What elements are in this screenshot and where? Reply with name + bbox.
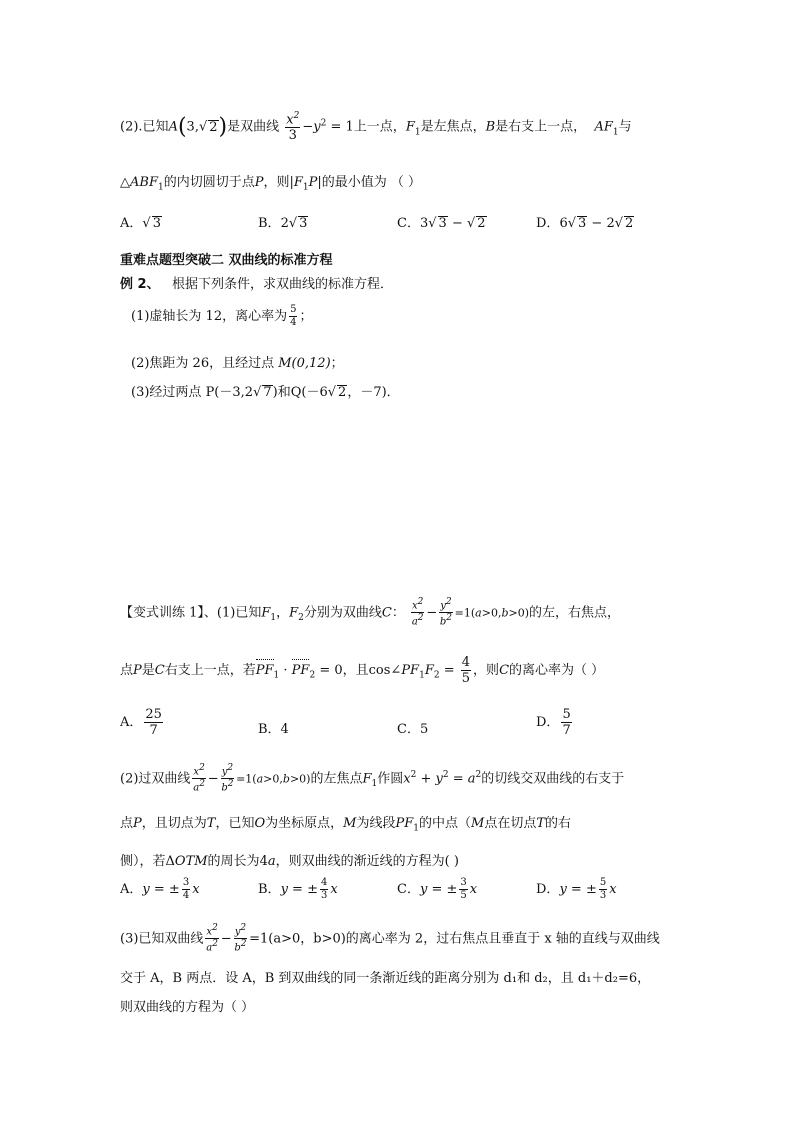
variant-p3-line2: 交于 A，B 两点．设 A，B 到双曲线的同一条渐近线的距离分别为 d₁和 d₂，且 d₁＋d₂=6， — [120, 971, 651, 986]
variant2-option-b: B．y = ± $\frac{4}{3}$ x — [258, 877, 338, 901]
variant2-option-d: D．y = ± $\frac{5}{3}$ x — [536, 877, 617, 901]
q2-option-c: C．3√ 3 − √ 2 — [397, 216, 486, 231]
option-label: A． — [120, 715, 143, 730]
variant1-option-a — [120, 708, 165, 737]
fraction-25-7: $\frac{25}{7}$ — [145, 707, 162, 738]
option-label: B． — [258, 882, 281, 897]
example-label: 例 2、 — [120, 277, 160, 292]
point-a: A — [168, 119, 178, 135]
variant-line1: 【变式训练 1】、(1)已知$F_1$，$F_2$分别为双曲线C： $\frac{x^2}{a^2}$ − $\frac{y^2}{b^2}$ =1(a>0,b>0)的左，右焦点， — [120, 597, 621, 628]
paren-open: ( — [177, 114, 187, 140]
variant-text: (3)已知双曲线 — [120, 931, 204, 947]
variant-text: =1(a>0，b>0)的离心率为 2，过右焦点且垂直于 x 轴的直线与双曲线 — [249, 931, 660, 947]
fraction-x2-a2: $\frac{x^2}{a^2}$ — [206, 923, 218, 954]
variant-text: 的左焦点 — [310, 771, 363, 787]
option-label: B．4 — [258, 722, 289, 737]
item-text: ； — [299, 309, 313, 324]
q2-text: 上一点， — [353, 119, 406, 135]
paren-close: ) — [218, 114, 228, 140]
section-title: 重难点题型突破二 双曲线的标准方程 — [120, 253, 333, 268]
fraction-5-3: $\frac{5}{3}$ — [599, 877, 607, 901]
item-text: ； — [330, 356, 344, 371]
point-p: P(－3,2 — [205, 385, 254, 400]
variant-text: 的周长为 — [207, 854, 260, 869]
variant-p2-line1: (2)过双曲线 $\frac{x^2}{a^2}$ − $\frac{y^2}{b^2}$ =1(a>0,b>0)的左焦点$F_1$作圆$x^2 + y^2 = a^2$的切线交双曲线的右支于 — [120, 763, 625, 794]
item-text: (3)经过两点 — [131, 385, 206, 400]
variant-text: 的离心率为（ ） — [509, 663, 605, 678]
option-label: C．5 — [397, 722, 429, 737]
variant-p3-line3: 则双曲线的方程为（ ） — [120, 1000, 255, 1015]
variant-text: ，则 — [473, 663, 500, 678]
variant-text: ，已知 — [215, 816, 255, 831]
variant-text: 点 — [120, 663, 134, 678]
fraction-5-7: $\frac{5}{7}$ — [562, 707, 571, 738]
example-2-item-2 — [131, 352, 344, 371]
option-label: C． — [397, 216, 420, 231]
variant-text: ， — [276, 605, 290, 621]
item-text: (2)焦距为 26，且经过点 — [131, 356, 279, 371]
variant-text: ，且 — [342, 663, 369, 678]
q2-option-b: B．2√ 3 — [258, 216, 308, 231]
option-label: A． — [120, 882, 143, 897]
fraction-y2-b2: $\frac{y^2}{b^2}$ — [221, 763, 234, 794]
q2-text: 的最小值为 （ ） — [321, 175, 422, 190]
variant-text: 的左，右焦点， — [529, 605, 621, 621]
option-label: D． — [536, 216, 560, 231]
example-2 — [120, 273, 393, 292]
q2-text: ，则 — [263, 175, 290, 190]
variant-p2-line3: 侧），若ΔOTM的周长为4a，则双曲线的渐近线的方程为( ) — [120, 854, 459, 869]
q2-text: 是右支上一点， — [495, 119, 587, 135]
variant-p3-line1: (3)已知双曲线 $\frac{x^2}{a^2}$ − $\frac{y^2}{b^2}$ =1(a>0，b>0)的离心率为 2，过右焦点且垂直于 x 轴的直线与双曲线 — [120, 923, 660, 954]
variant-text: 作圆 — [377, 771, 404, 787]
q2-number: (2). — [120, 119, 143, 135]
variant2-option-a: A．y = ± $\frac{3}{4}$ x — [120, 877, 200, 901]
variant-text: 为坐标原点， — [265, 816, 344, 831]
fraction-4-3: $\frac{4}{3}$ — [320, 877, 328, 901]
fraction-4-5: $\frac{4}{5}$ — [461, 655, 471, 686]
q2-text: 的内切圆切于点 — [163, 175, 255, 190]
example-2-item-1 — [131, 305, 312, 328]
point-m: M(0,12) — [278, 356, 331, 371]
variant-text: 的切线交双曲线的右支于 — [481, 771, 625, 787]
q2-text: 是左焦点， — [420, 119, 486, 135]
fraction-y2-b2: $\frac{y^2}{b^2}$ — [439, 597, 453, 628]
variant-text: ，则双曲线的渐近线的方程为( ) — [275, 854, 459, 869]
option-label: D． — [536, 882, 560, 897]
example-2-item-3: (3)经过两点 P(－3,2√ 7)和Q(－6√ 2，－7)． — [131, 385, 400, 400]
point-q: Q(－6 — [290, 385, 328, 400]
variant-text: 侧），若 — [120, 854, 166, 869]
fraction-3-5: $\frac{3}{5}$ — [460, 877, 467, 901]
variant-text: 右支上一点，若 — [164, 663, 256, 678]
variant-p2-line2: 点P，且切点为T，已知O为坐标原点，M为线段$PF_1$的中点（M点在切点T的右 — [120, 816, 572, 834]
fraction-x2-a2: $\frac{x^2}{a^2}$ — [411, 597, 424, 628]
variant-text: 的右 — [545, 816, 572, 831]
fraction-3-4: $\frac{3}{4}$ — [182, 877, 190, 901]
point-p: P — [254, 175, 264, 190]
q2-text: 与 — [618, 119, 632, 135]
variant-text: 的中点（ — [419, 816, 472, 831]
variant-text: 【变式训练 1】、(1)已知 — [120, 605, 262, 621]
variant-text: 是 — [141, 663, 155, 678]
q2-text: 是双曲线 — [227, 119, 280, 135]
point-b: B — [485, 119, 496, 135]
q2-line1: (2).已知A(3,√ 2)是双曲线 $\frac{x^2}{3}$ $-y^2 = 1$上一点，$F_1$是左焦点，B是右支上一点， $AF_1$与 — [120, 111, 632, 144]
q2-option-a: A．√ 3 — [120, 216, 161, 231]
variant-text: 分别为双曲线 — [303, 605, 382, 621]
variant1-option-c — [397, 718, 428, 737]
variant-text: 点在切点 — [484, 816, 537, 831]
variant-text: 为线段 — [356, 816, 396, 831]
variant2-option-c: C．y = ± $\frac{3}{5}$ x — [397, 877, 478, 901]
variant1-option-d — [536, 708, 574, 737]
option-label: D． — [536, 715, 560, 730]
variant-text: 点 — [120, 816, 134, 831]
fraction-y2-b2: $\frac{y^2}{b^2}$ — [234, 923, 247, 954]
fraction-5-4: $\frac{5}{4}$ — [290, 304, 297, 328]
variant-line2: 点P是C右支上一点，若$PF_1 \cdot PF_2 = 0$，且$\cos\angle PF_1F_2$ = $\frac{4}{5}$ ，则C的离心率为（ ） — [120, 655, 605, 686]
q2-option-d: D．6√ 3 − 2√ 2 — [536, 216, 634, 231]
fraction-x2-3: $\frac{x^2}{3}$ — [286, 111, 300, 144]
variant-text: (2)过双曲线 — [120, 771, 191, 787]
item-text: ，－7)． — [347, 385, 400, 400]
option-label: B． — [258, 216, 281, 231]
variant-text: ，且切点为 — [141, 816, 207, 831]
option-label: A． — [120, 216, 143, 231]
item-text: )和 — [272, 385, 291, 400]
q2-text: 已知 — [142, 119, 169, 135]
fraction-x2-a2: $\frac{x^2}{a^2}$ — [193, 763, 205, 794]
item-text: (1)虚轴长为 12，离心率为 — [131, 309, 288, 324]
example-text: 根据下列条件，求双曲线的标准方程． — [171, 277, 393, 292]
q2-line2: $\triangle ABF_1$的内切圆切于点P，则$|F_1P|$的最小值为 （ ） — [120, 175, 422, 193]
option-label: C． — [397, 882, 420, 897]
variant1-option-b — [258, 718, 289, 737]
f1-symbol: F — [405, 119, 415, 135]
